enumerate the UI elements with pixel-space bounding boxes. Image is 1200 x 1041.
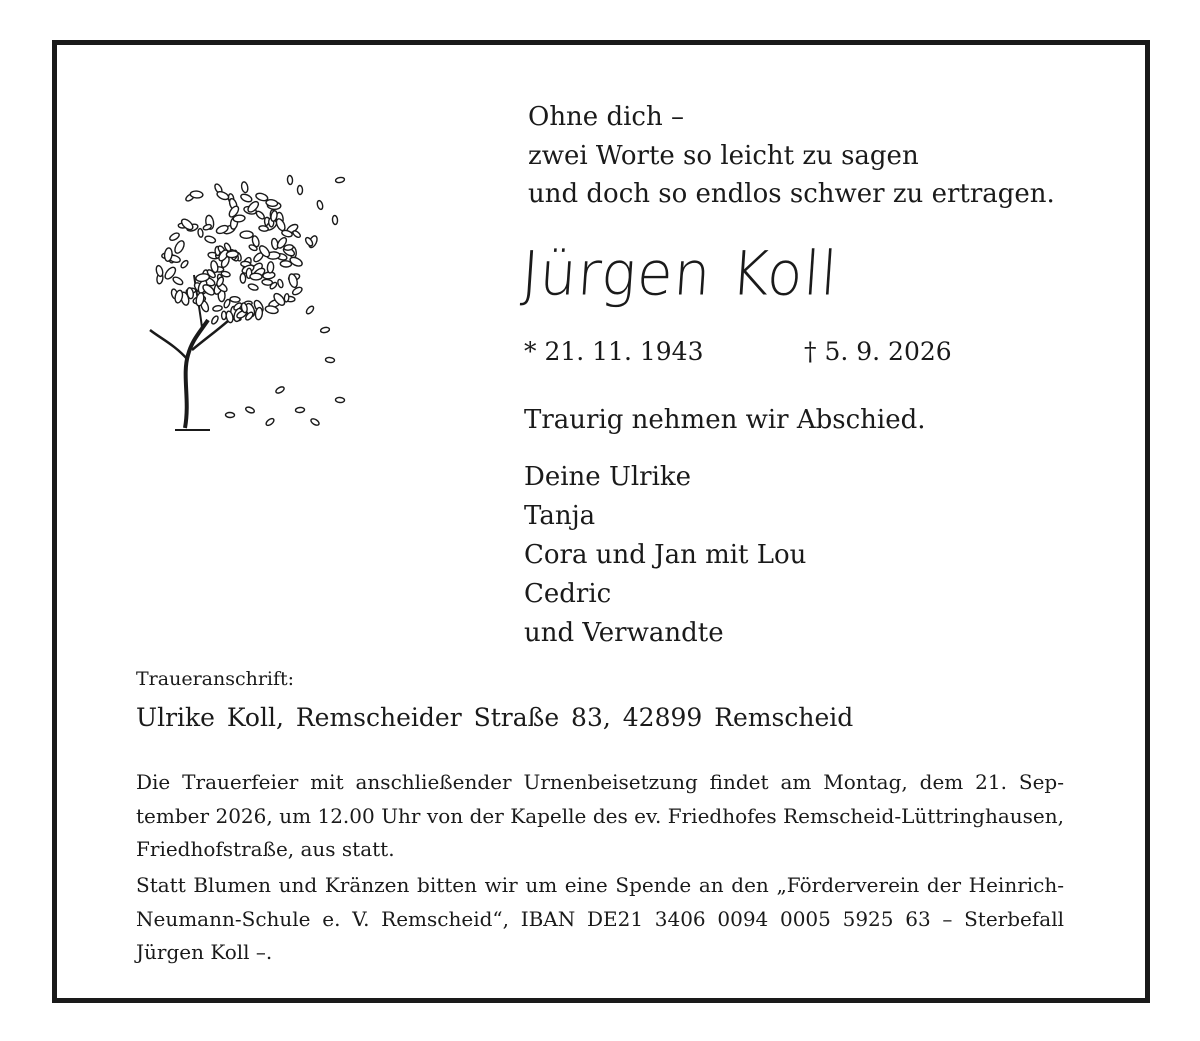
leaf-shape	[240, 273, 246, 283]
birth-date: * 21. 11. 1943	[524, 337, 704, 366]
leaf-shape	[225, 412, 234, 417]
leaf-shape	[316, 200, 323, 210]
mourner: und Verwandte	[524, 618, 724, 648]
leaf-shape	[287, 175, 293, 184]
mourning-address: Ulrike Koll, Remscheider Straße 83, 42899 Remscheid	[136, 703, 854, 732]
death-date: † 5. 9. 2026	[804, 337, 952, 366]
poem-line: zwei Worte so leicht zu sagen	[528, 140, 919, 171]
leaf-shape	[250, 273, 262, 280]
deceased-name: Jürgen Koll	[519, 238, 841, 310]
leaf-shape	[297, 185, 302, 194]
leaf-shape	[155, 265, 164, 277]
leaf-shape	[259, 225, 269, 232]
mourner: Deine Ulrike	[524, 462, 692, 492]
poem-line: Ohne dich –	[528, 102, 684, 132]
leaf-shape	[222, 311, 227, 319]
leaf-shape	[172, 276, 184, 286]
leaf-shape	[295, 407, 304, 413]
mourner: Tanja	[524, 501, 596, 531]
leaf-shape	[180, 259, 189, 269]
leaf-shape	[226, 251, 238, 258]
address-label: Traueranschrift:	[136, 668, 295, 690]
leaf-shape	[216, 190, 230, 201]
leaf-shape	[310, 417, 320, 426]
leaf-shape	[180, 217, 195, 231]
leaf-shape	[280, 261, 292, 268]
leaf-shape	[275, 386, 285, 395]
leaf-shape	[190, 191, 203, 199]
leaf-shape	[267, 262, 274, 274]
donation-paragraph: Statt Blumen und Kränzen bitten wir um eine Spende an den „Förderverein der Heinrich-Neumann-Schule e. V. Remscheid“, IBAN DE21 3406 0094 0005 5925 63 – Sterbefall Jürgen Koll –.	[136, 873, 1064, 964]
leaf-shape	[233, 215, 245, 223]
leaf-shape	[248, 283, 259, 291]
leaf-shape	[173, 239, 186, 254]
leaf-shape	[335, 177, 345, 183]
leaf-shape	[277, 279, 284, 288]
leaf-shape	[325, 357, 334, 363]
leaf-shape	[275, 217, 287, 231]
leaf-shape	[265, 417, 275, 426]
leaf-shape	[212, 305, 222, 312]
ceremony-paragraph: Die Trauerfeier mit anschließender Urnenbeisetzung findet am Montag, dem 21. September 2026, um 12.00 Uhr von der Kapelle des ev. Friedhofes Remscheid-Lüttringhausen, Friedhofstraße, aus statt.	[136, 770, 1064, 861]
leaf-shape	[335, 397, 344, 403]
mourner: Cedric	[524, 579, 612, 609]
leaf-shape	[245, 406, 255, 414]
leaf-shape	[197, 228, 203, 237]
leaf-shape	[305, 305, 315, 315]
leaf-shape	[292, 230, 302, 239]
leaf-shape	[240, 193, 253, 204]
wind-blown-tree-icon	[130, 160, 360, 440]
leaf-shape	[262, 279, 273, 286]
leaf-shape	[169, 232, 181, 242]
poem-line: und doch so endlos schwer zu ertragen.	[528, 179, 1055, 209]
mourner: Cora und Jan mit Lou	[524, 540, 807, 570]
poem	[528, 98, 1055, 214]
leaf-shape	[255, 192, 269, 202]
leaf-shape	[230, 296, 240, 302]
farewell-text: Traurig nehmen wir Abschied.	[524, 405, 926, 435]
leaf-shape	[332, 215, 338, 224]
mourners-list	[524, 458, 806, 653]
leaf-shape	[320, 327, 330, 334]
leaf-shape	[210, 315, 219, 325]
leaf-shape	[241, 181, 249, 193]
leaf-shape	[204, 235, 216, 244]
leaf-shape	[240, 231, 253, 238]
